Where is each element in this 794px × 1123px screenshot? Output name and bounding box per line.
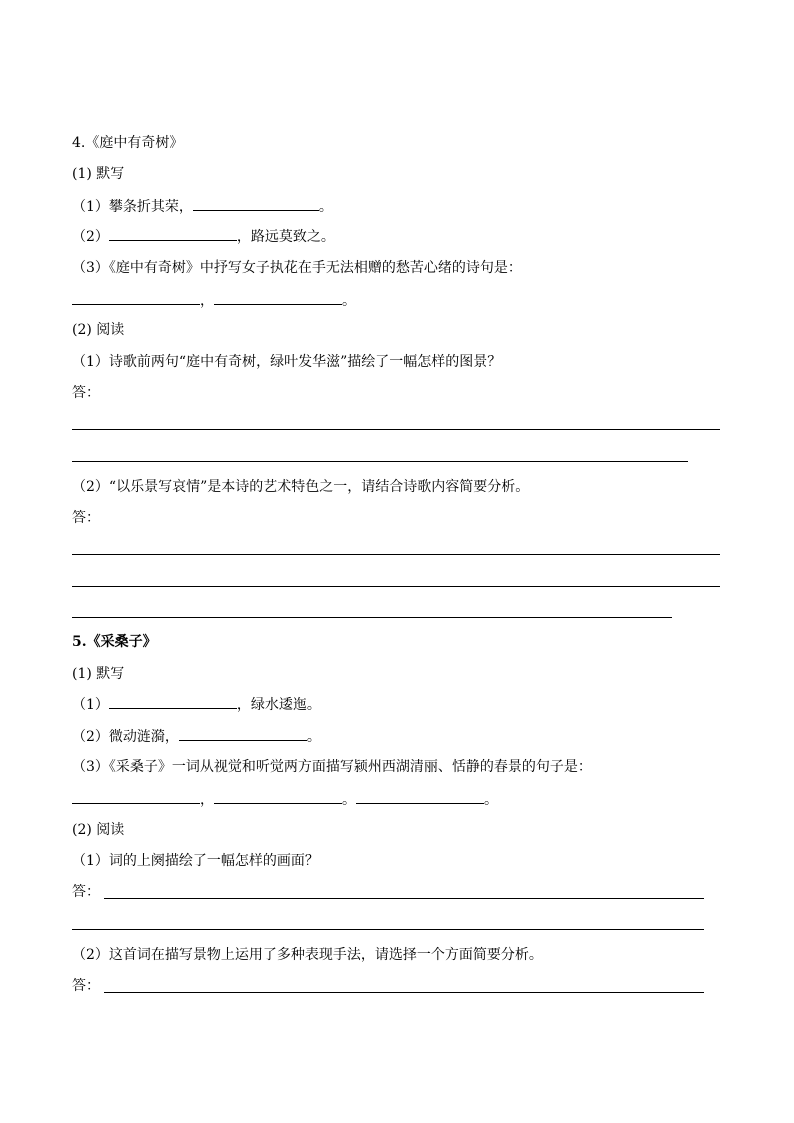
- q5-section-reading: (2) 阅读: [72, 822, 125, 838]
- q5-blank-2[interactable]: [179, 726, 307, 741]
- q4-reading-2: （2）“以乐景写哀情”是本诗的艺术特色之一，请结合诗歌内容简要分析。: [72, 479, 530, 495]
- q4-dictation-2-text: ，路远莫致之。: [236, 229, 335, 245]
- q4-answer-line[interactable]: [72, 617, 672, 618]
- q5-answer-line[interactable]: [72, 929, 704, 930]
- q5-dictation-2-end: 。: [306, 729, 321, 745]
- q5-answer-label-2: 答：: [72, 978, 100, 994]
- q4-blank-2[interactable]: [109, 226, 237, 241]
- q4-dictation-3-blanks: [72, 290, 356, 311]
- q5-answer-line[interactable]: [104, 992, 704, 993]
- q4-dictation-2: [72, 226, 335, 247]
- q5-answer-label-1: 答：: [72, 884, 100, 900]
- q5-dictation-3-blanks: [72, 789, 498, 810]
- q4-answer-label-1: 答：: [72, 385, 100, 401]
- q4-blank-4[interactable]: [214, 290, 342, 305]
- q5-blank-5[interactable]: [356, 789, 484, 804]
- q5-answer-line[interactable]: [104, 898, 704, 899]
- q4-section-reading: (2) 阅读: [72, 322, 125, 338]
- q4-dictation-1-end: 。: [318, 199, 333, 215]
- q5-period: 。: [342, 792, 356, 808]
- q5-dictation-1-prefix: （1）: [72, 697, 109, 713]
- q4-dictation-2-prefix: （2）: [72, 229, 109, 245]
- q5-dictation-2: [72, 726, 321, 747]
- q4-blank-3[interactable]: [72, 290, 200, 305]
- q4-answer-line[interactable]: [72, 461, 688, 462]
- q4-dictation-1-text: （1）攀条折其荣，: [72, 199, 193, 215]
- q5-dictation-1: [72, 694, 321, 715]
- q4-answer-line[interactable]: [72, 586, 720, 587]
- q5-comma: ，: [200, 792, 214, 808]
- q4-answer-line[interactable]: [72, 554, 720, 555]
- q4-period: 。: [342, 293, 356, 309]
- q5-blank-4[interactable]: [214, 789, 342, 804]
- q5-blank-3[interactable]: [72, 789, 200, 804]
- q5-blank-1[interactable]: [109, 694, 237, 709]
- q4-comma: ，: [200, 293, 214, 309]
- q4-dictation-1: [72, 196, 333, 217]
- q4-blank-1[interactable]: [193, 196, 319, 211]
- q4-title: 4.《庭中有奇树》: [72, 135, 184, 151]
- q5-reading-1: （1）词的上阕描绘了一幅怎样的画面？: [72, 853, 319, 869]
- q4-answer-label-2: 答：: [72, 510, 100, 526]
- q5-title: 5.《采桑子》: [72, 634, 157, 650]
- q4-reading-1: （1）诗歌前两句“庭中有奇树，绿叶发华滋”描绘了一幅怎样的图景？: [72, 354, 502, 370]
- q5-dictation-1-text: ，绿水逶迤。: [236, 697, 321, 713]
- q4-dictation-3: （3）《庭中有奇树》中抒写女子执花在手无法相赠的愁苦心绪的诗句是：: [72, 260, 522, 276]
- q4-section-dictation: (1) 默写: [72, 166, 125, 182]
- q5-reading-2: （2）这首词在描写景物上运用了多种表现手法，请选择一个方面简要分析。: [72, 947, 543, 963]
- q5-dictation-3: （3）《采桑子》一词从视觉和听觉两方面描写颍州西湖清丽、恬静的春景的句子是：: [72, 759, 592, 775]
- q4-answer-line[interactable]: [72, 429, 720, 430]
- q5-section-dictation: (1) 默写: [72, 666, 125, 682]
- q5-dictation-2-text: （2）微动涟漪，: [72, 729, 179, 745]
- q5-period: 。: [484, 792, 498, 808]
